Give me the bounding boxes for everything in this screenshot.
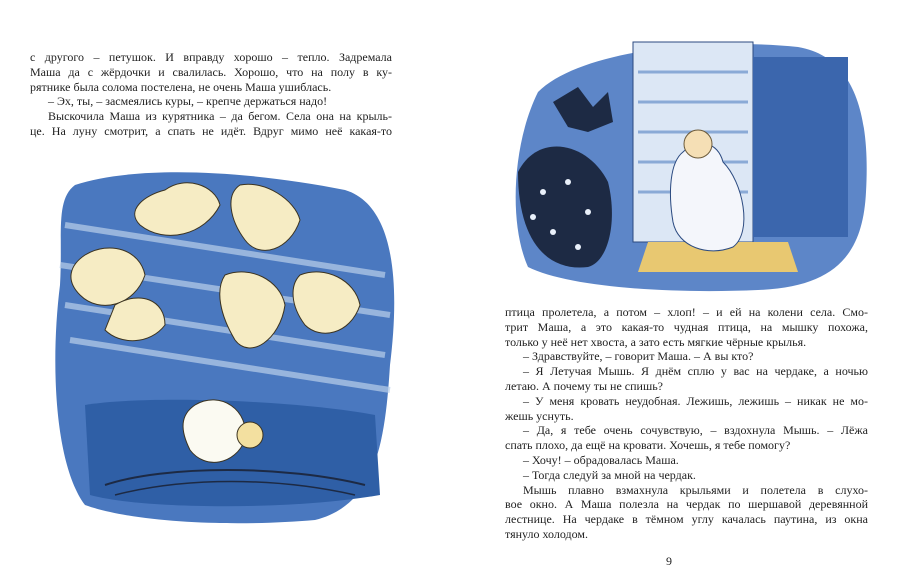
text-line: трит Маша, а это какая-то чудная птица, на мышку похожа, — [505, 319, 868, 334]
left-page-text — [30, 50, 392, 139]
text-line: Мышь плавно взмахнула крыльями и полетела в слухо- — [523, 482, 868, 497]
text-line: летаю. А почему ты не спишь? — [505, 378, 663, 393]
text-line: вое окно. А Маша полезла на чердак по шершавой деревянной — [505, 497, 868, 512]
bat-porch-illustration — [498, 32, 873, 297]
text-line: лестнице. На чердаке в тёмном углу качалась паутина, из окна — [505, 512, 868, 527]
text-line: спать плохо, да ещё на кровати. Хочешь, я тебе помогу? — [505, 438, 791, 453]
text-line: – Да, я тебе очень сочувствую, – вздохнула Мышь. – Лёжа — [523, 423, 868, 438]
text-line: – Я Летучая Мышь. Я днём сплю у вас на чердаке, а ночью — [523, 364, 868, 379]
page-number: 9 — [666, 554, 672, 568]
text-line: рятнике была солома постелена, не очень Маша ушиблась. — [30, 79, 332, 94]
text-line: с другого – петушок. И вправду хорошо – тепло. Задремала — [30, 50, 392, 64]
text-line: – Здравствуйте, – говорит Маша. – А вы кто? — [523, 349, 754, 364]
chickens-illustration — [45, 165, 400, 525]
text-line: птица пролетела, а потом – хлоп! – и ей на колени села. Смо- — [505, 305, 868, 319]
text-line: – Тогда следуй за мной на чердак. — [523, 467, 696, 482]
right-page-text — [505, 305, 868, 542]
text-line: – Хочу! – обрадовалась Маша. — [523, 452, 679, 467]
text-line: це. На луну смотрит, а спать не идёт. Вдруг мимо неё какая-то — [30, 123, 392, 138]
text-line: Выскочила Маша из курятника – да бегом. Села она на крыль- — [48, 109, 392, 124]
text-line: тянуло холодом. — [505, 526, 588, 541]
text-line: жешь уснуть. — [505, 408, 574, 423]
text-line: только у неё нет хвоста, а зато есть мягкие чёрные крылья. — [505, 334, 807, 349]
text-line: – У меня кровать неудобная. Лежишь, лежишь – никак не мо- — [523, 393, 868, 408]
text-line: Маша да с жёрдочки и свалилась. Хорошо, что на полу в ку- — [30, 64, 392, 79]
text-line: – Эх, ты, – засмеялись куры, – крепче держаться надо! — [48, 94, 328, 109]
